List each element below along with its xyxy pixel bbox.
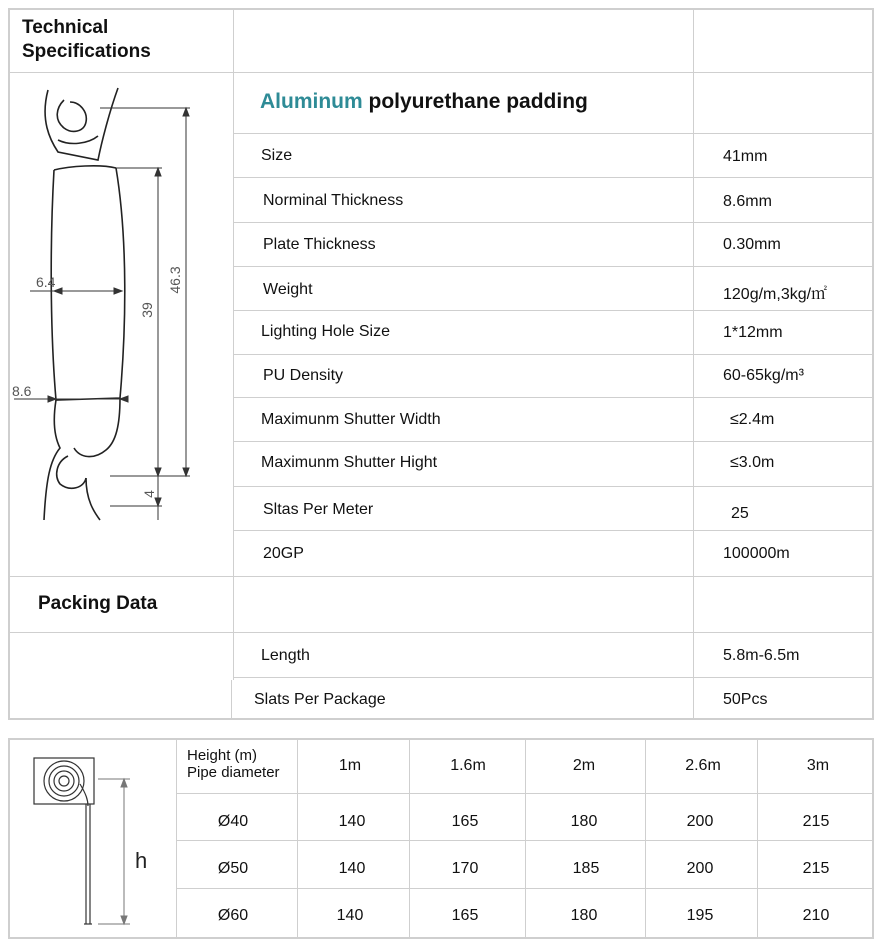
pipe-value: 185 — [572, 860, 600, 877]
spec-value: 41mm — [723, 148, 768, 165]
pipe-diameter: Ø40 — [217, 813, 249, 830]
height-header: 2.6m — [685, 757, 721, 774]
pipe-value: 195 — [686, 907, 714, 924]
pipe-value: 210 — [802, 907, 830, 924]
spec-label: Size — [261, 147, 293, 164]
pipe-value: 140 — [338, 813, 366, 830]
packing-data-heading: Packing Data — [38, 593, 158, 614]
spec-value: 100000m — [723, 545, 790, 562]
pipe-value: 200 — [686, 860, 714, 877]
height-header: 3m — [806, 757, 830, 774]
pipe-value: 140 — [338, 860, 366, 877]
spec-label: Sltas Per Meter — [263, 501, 374, 518]
dim-label: 6.4 — [36, 274, 56, 290]
product-title-accent: Aluminum — [260, 90, 363, 113]
packing-value: 5.8m-6.5m — [723, 647, 800, 664]
spec-label: PU Density — [263, 367, 344, 384]
spec-label: Plate Thickness — [263, 236, 376, 253]
dim-label: 8.6 — [12, 383, 32, 399]
spec-label: 20GP — [263, 545, 304, 562]
pipe-value: 180 — [570, 813, 598, 830]
product-title-rest: polyurethane padding — [368, 90, 588, 113]
pipe-diameter: Ø60 — [217, 907, 249, 924]
spec-value: ≤3.0m — [730, 454, 775, 471]
dim-label: 39 — [139, 302, 155, 318]
pipe-value: 180 — [570, 907, 598, 924]
technical-specifications-heading: Technical Specifications — [22, 17, 151, 62]
spec-label: Maximunm Shutter Hight — [261, 454, 438, 471]
spec-value: ≤2.4m — [730, 411, 775, 428]
spec-label: Maximunm Shutter Width — [261, 411, 441, 428]
height-header: 2m — [572, 757, 596, 774]
pipe-diameter: Ø50 — [217, 860, 249, 877]
slat-profile-diagram — [10, 80, 232, 530]
packing-value: 50Pcs — [723, 691, 768, 708]
pipe-value: 215 — [802, 860, 830, 877]
packing-label: Length — [261, 647, 310, 664]
height-header: 1m — [338, 757, 362, 774]
dim-label: 46.3 — [167, 266, 183, 294]
pipe-table-header: Height (m) Pipe diameter — [187, 747, 280, 781]
height-header: 1.6m — [450, 757, 486, 774]
dim-label: 4 — [141, 490, 157, 498]
spec-label: Lighting Hole Size — [261, 323, 390, 340]
spec-value: 120g/m,3kg/㎡ — [723, 286, 828, 303]
pipe-value: 170 — [451, 860, 479, 877]
packing-label: Slats Per Package — [254, 691, 386, 708]
pipe-value: 215 — [802, 813, 830, 830]
pipe-value: 165 — [451, 907, 479, 924]
spec-value: 0.30mm — [723, 236, 781, 253]
spec-label: Norminal Thickness — [263, 192, 404, 209]
spec-label: Weight — [263, 281, 313, 298]
spec-value: 25 — [731, 505, 749, 522]
spec-value: 8.6mm — [723, 193, 772, 210]
product-title — [260, 90, 588, 114]
spec-value: 60-65kg/m³ — [723, 367, 804, 384]
spec-value: 1*12mm — [723, 324, 783, 341]
pipe-value: 140 — [336, 907, 364, 924]
pipe-value: 200 — [686, 813, 714, 830]
height-symbol: h — [135, 848, 148, 873]
pipe-value: 165 — [451, 813, 479, 830]
roller-shutter-diagram — [20, 746, 170, 932]
